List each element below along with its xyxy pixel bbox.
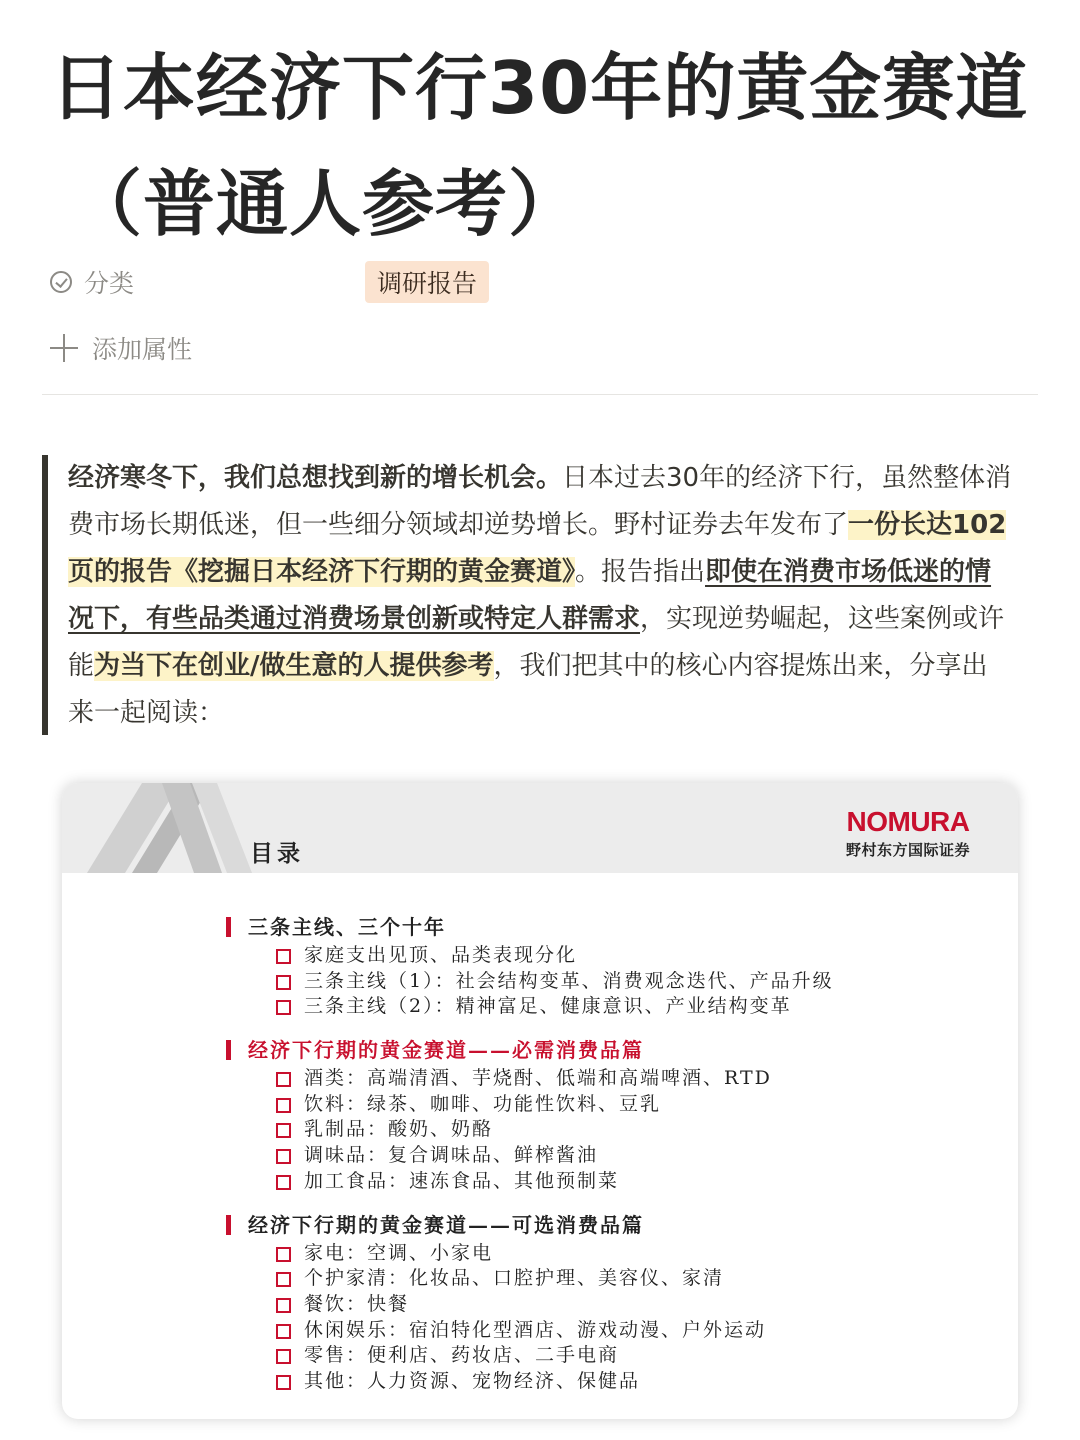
- divider: [42, 394, 1038, 395]
- toc-section: [226, 1209, 986, 1395]
- checkbox-square-icon: [276, 1272, 291, 1287]
- toc-section: [226, 1034, 986, 1194]
- toc-item: 乳制品：酸奶、奶酪: [226, 1117, 986, 1143]
- nomura-logo: [846, 807, 970, 860]
- toc-item: 家电：空调、小家电: [226, 1241, 986, 1267]
- checkbox-square-icon: [276, 1247, 291, 1262]
- add-property-label: 添加属性: [92, 335, 193, 364]
- toc-item: 三条主线（1）：社会结构变革、消费观念迭代、产品升级: [226, 969, 986, 995]
- toc-section-heading: 经济下行期的黄金赛道——必需消费品篇: [226, 1034, 986, 1066]
- toc-item: 个护家清：化妆品、口腔护理、美容仪、家清: [226, 1266, 986, 1292]
- checkbox-square-icon: [276, 1375, 291, 1390]
- quote-highlight: 为当下在创业/做生意的人提供参考: [94, 651, 494, 681]
- checkbox-square-icon: [276, 1149, 291, 1164]
- toc-section: [226, 911, 986, 1020]
- checkbox-square-icon: [276, 1175, 291, 1190]
- toc-item: 家庭支出见顶、品类表现分化: [226, 943, 986, 969]
- checkbox-square-icon: [276, 1349, 291, 1364]
- toc-item: 酒类：高端清酒、芋烧酎、低端和高端啤酒、RTD: [226, 1066, 986, 1092]
- toc-header: [62, 783, 1018, 873]
- property-label: 分类: [84, 269, 135, 298]
- checkbox-square-icon: [276, 1098, 291, 1113]
- quote-text: ，我们把其中的核心内容提炼出来，分享出来一起阅读：: [68, 651, 988, 728]
- logo-cn: 野村东方国际证券: [846, 841, 971, 859]
- toc-item: 其他：人力资源、宠物经济、保健品: [226, 1369, 986, 1395]
- toc-section-heading: 经济下行期的黄金赛道——可选消费品篇: [226, 1209, 986, 1241]
- quote-highlight: 一份长达102页的报告《挖掘日本经济下行期的黄金赛道》: [68, 510, 1007, 587]
- checkbox-square-icon: [276, 1123, 291, 1138]
- toc-list: [226, 911, 986, 1395]
- toc-title: 目录: [250, 840, 304, 867]
- checkbox-square-icon: [276, 1000, 291, 1015]
- quote-text: ，实现逆势崛起，这些案例或许能: [68, 604, 1005, 681]
- quote-bold-lead: 经济寒冬下，我们总想找到新的增长机会。: [68, 463, 563, 493]
- toc-item: 零售：便利店、药妆店、二手电商: [226, 1343, 986, 1369]
- property-name[interactable]: [50, 264, 365, 300]
- add-property-button[interactable]: [50, 328, 192, 368]
- category-tag[interactable]: 调研报告: [365, 261, 489, 303]
- toc-item: 餐饮：快餐: [226, 1292, 986, 1318]
- quote-text: 。报告指出: [575, 557, 706, 587]
- plus-icon: [50, 334, 78, 362]
- toc-item: 休闲娱乐：宿泊特化型酒店、游戏动漫、户外运动: [226, 1318, 986, 1344]
- quote-text: 日本过去30年的经济下行，虽然整体消费市场长期低迷，但一些细分领域却逆势增长。野村证券去年发布了: [68, 463, 1012, 540]
- checkbox-square-icon: [276, 949, 291, 964]
- property-row-category[interactable]: [50, 262, 489, 302]
- title-line-1: 日本经济下行30年的黄金赛道: [50, 46, 1029, 130]
- title-line-2: （普通人参考）: [70, 162, 582, 246]
- quote-paragraph: [68, 455, 1012, 737]
- quote-underline: 即使在消费市场低迷的情况下，有些品类通过消费场景创新或特定人群需求: [68, 557, 992, 634]
- report-toc-image: [62, 783, 1018, 1419]
- page-title: [50, 30, 1050, 262]
- checkbox-square-icon: [276, 1072, 291, 1087]
- quote-block: [42, 455, 1012, 735]
- toc-section-heading: 三条主线、三个十年: [226, 911, 986, 943]
- toc-item: 饮料：绿茶、咖啡、功能性饮料、豆乳: [226, 1092, 986, 1118]
- toc-item: 加工食品：速冻食品、其他预制菜: [226, 1169, 986, 1195]
- check-circle-icon: [50, 271, 72, 293]
- checkbox-square-icon: [276, 975, 291, 990]
- checkbox-square-icon: [276, 1324, 291, 1339]
- checkbox-square-icon: [276, 1298, 291, 1313]
- toc-item: 调味品：复合调味品、鲜榨酱油: [226, 1143, 986, 1169]
- toc-item: 三条主线（2）：精神富足、健康意识、产业结构变革: [226, 994, 986, 1020]
- logo-en: NOMURA: [846, 806, 970, 837]
